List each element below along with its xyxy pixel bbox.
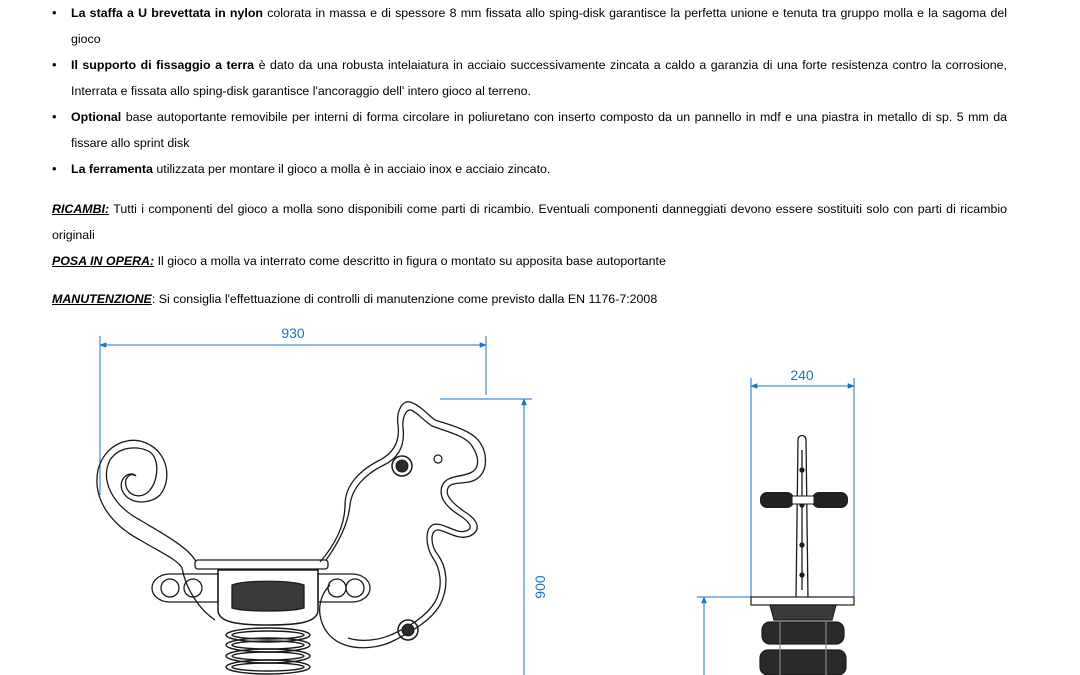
footrest-bar: [152, 560, 370, 625]
side-height-label: 900: [532, 575, 548, 599]
squirrel-body: [97, 402, 486, 648]
feature-title: Il supporto di fissaggio a terra: [71, 58, 255, 72]
feature-text: colorata in massa e di spessore 8 mm fissata allo sping-disk garantisce la perfetta unione e tenuta tra gruppo molla e la sagoma del gioco: [71, 6, 1007, 46]
feature-title: La ferramenta: [71, 162, 153, 176]
manutenzione-heading: MANUTENZIONE: [52, 292, 152, 306]
ricambi-text: Tutti i componenti del gioco a molla sono disponibili come parti di ricambio. Eventuali componenti danneggiati devono essere sostituiti solo con parti di ricambio originali: [52, 202, 1007, 242]
feature-text: base autoportante removibile per interni di forma circolare in poliuretano con inserto composto da un pannello in mdf e una piastra in metallo di sp. 5 mm da fissare allo sprint disk: [71, 110, 1007, 150]
feature-title: Optional: [71, 110, 122, 124]
feature-title: La staffa a U brevettata in nylon: [71, 6, 263, 20]
feature-text: utilizzata per montare il gioco a molla è in acciaio inox e acciaio zincato.: [152, 162, 551, 176]
front-body: [796, 436, 808, 601]
front-width-label: 240: [790, 367, 814, 383]
spring-base: [751, 597, 854, 675]
side-width-label: 930: [281, 325, 305, 341]
feature-text: è dato da una robusta intelaiatura in acciaio successivamente zincata a caldo a garanzia di una forte resistenza contro la corrosione, Interrata e fissata allo sping-disk garantisce l'ancoraggio dell' intero gioco al terreno.: [71, 58, 1007, 98]
spring: [226, 628, 310, 674]
side-view: [97, 325, 548, 675]
posa-text: Il gioco a molla va interrato come descritto in figura o montato su apposita base autoportante: [154, 254, 666, 268]
posa-heading: POSA IN OPERA:: [52, 254, 155, 268]
manutenzione-text: : Si consiglia l'effettuazione di controlli di manutenzione come previsto dalla EN 1176-7:2008: [151, 292, 658, 306]
front-view: [697, 367, 854, 675]
ricambi-heading: RICAMBI:: [52, 202, 110, 216]
side-height-dimension: [440, 399, 532, 675]
side-width-dimension: [100, 336, 486, 495]
